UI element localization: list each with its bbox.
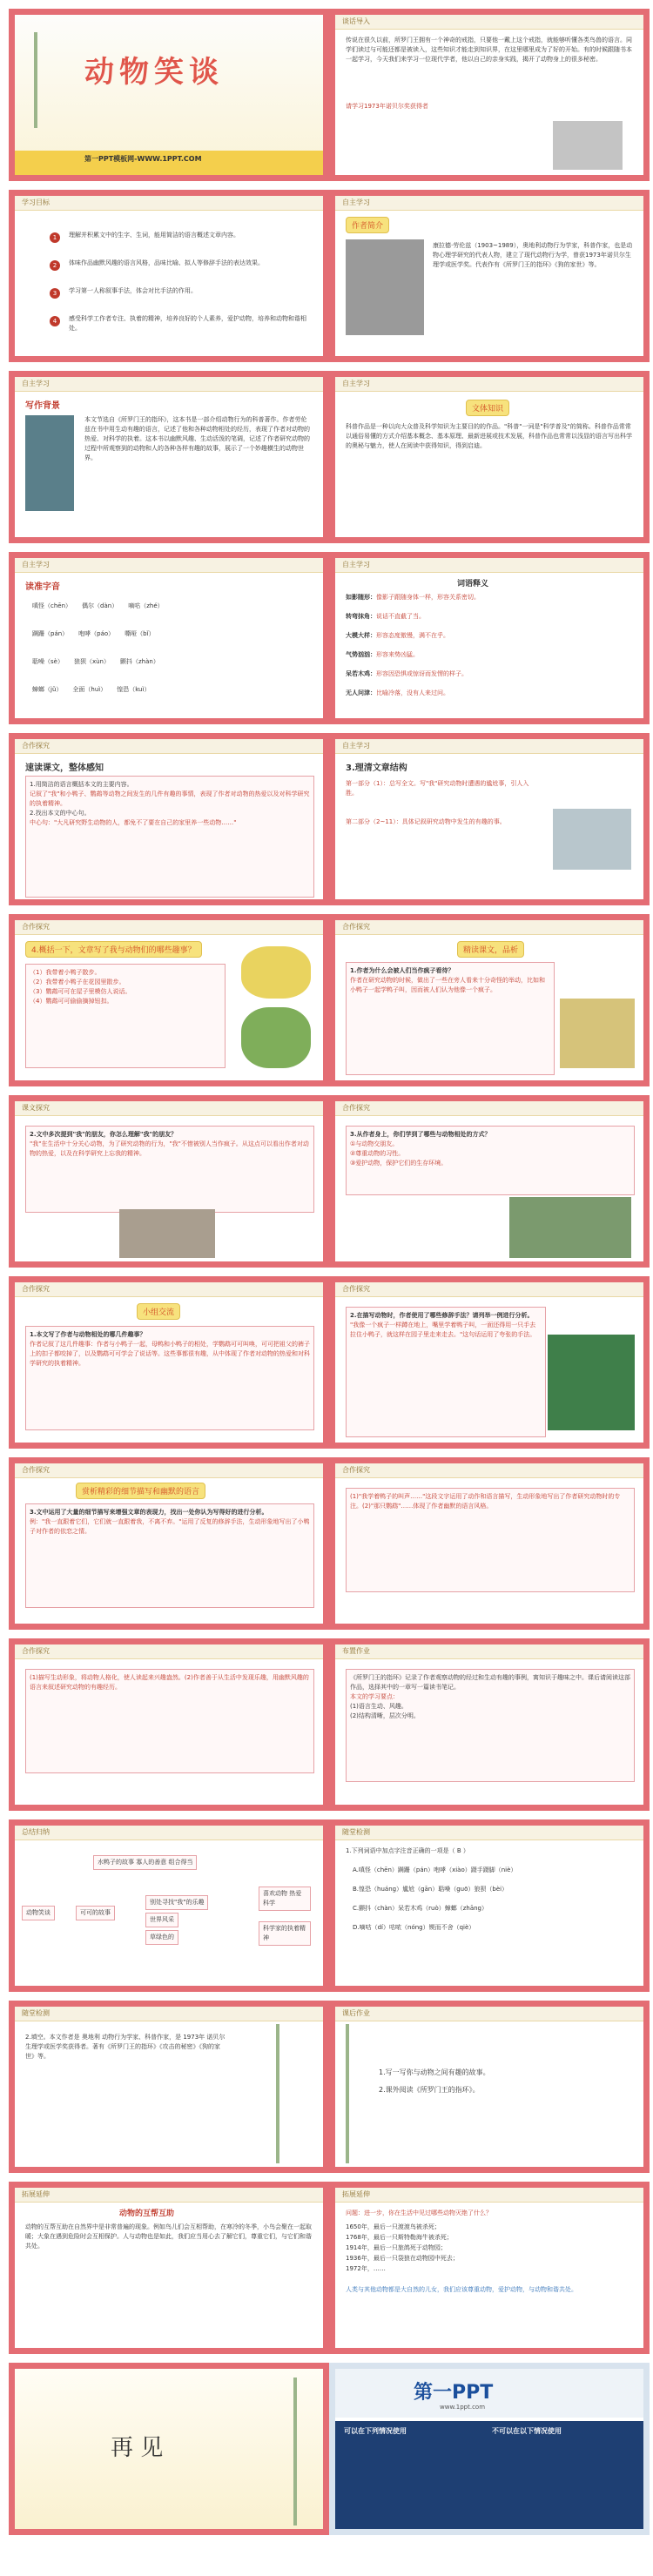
slide-header: 拓展延伸 [15, 2188, 323, 2203]
pron-word: 蹒跚（pán） [32, 630, 69, 637]
extinction-line: 1936年，最后一只袋狼在动物园中死去； [346, 2255, 459, 2262]
story-item: （1）我带着小鸭子散步。 [30, 969, 101, 976]
vocab-term: 呆若木鸡： [346, 670, 376, 677]
slide-header: 总结归纳 [15, 1826, 323, 1840]
slide-analysis[interactable] [329, 914, 650, 1086]
vocab-def: 比喻冷落，没有人来过问。 [376, 689, 449, 696]
section-title: 读准字音 [25, 582, 60, 592]
quiz-question: 1.下列词语中加点字注音正确的一项是（ B ） [346, 1847, 469, 1854]
pron-word: 咆哮（páo） [78, 630, 115, 637]
goodbye-text: 再 见 [111, 2435, 164, 2461]
ad-col1: 可以在下列情况使用 [344, 2427, 407, 2435]
lesson-item: ③爱护动物，保护它们的生存环境。 [350, 1160, 448, 1167]
lesson-item: ②尊重动物的习性。 [350, 1150, 405, 1157]
genre-text: 科普作品是一种以向大众普及科学知识为主要目的的作品。"科普"一词是"科学普及"的简称。科普作品常常以通俗易懂的方式介绍基本概念、基本原理、最新进展或技术发展，科普作品也常常以浅显的语言写出科学的奥秘与魅力，使人在阅读中获得知识，得到启迪。 [346, 423, 632, 449]
parrots-image [548, 1335, 635, 1430]
slide-header: 合作探究 [15, 1282, 323, 1297]
slide-header: 自主学习 [15, 377, 323, 392]
slide-header: 课后作业 [335, 2007, 643, 2021]
pron-row [32, 602, 311, 611]
slide-friend[interactable] [9, 1095, 329, 1268]
vocab-def: 形容来势凶猛。 [376, 651, 419, 658]
section-tag: 4.概括一下，文章写了我与动物们的哪些趣事？ [25, 941, 202, 958]
question-text: 1.作者为什么会被人们当作疯子看待？ [350, 967, 454, 974]
answer-text: 作者在研究动物的时候，做出了一些在旁人看来十分奇怪的举动，比如和小鸭子一起学鸭子叫，因而被人们认为他像一个疯子。 [350, 977, 545, 993]
story-item: （4）鹦鹉可可偷偷摘掉钮扣。 [30, 998, 113, 1005]
slide-genre[interactable] [329, 371, 650, 543]
slide-header: 自主学习 [335, 558, 643, 573]
bamboo-icon [346, 2024, 349, 2163]
pron-row [32, 657, 311, 667]
slide-overview[interactable] [9, 733, 329, 905]
lessons-box [346, 1126, 635, 1195]
extinction-line: 1914年，最后一只旅鸽死于动物园； [346, 2244, 447, 2251]
slide-intro[interactable] [329, 9, 650, 181]
slide-header: 合作探究 [335, 1463, 643, 1478]
objective-item: 学习第一人称叙事手法，体会对比手法的作用。 [69, 287, 197, 294]
extinction-line: 1972年，…… [346, 2265, 386, 2272]
slide-details[interactable] [9, 1457, 329, 1630]
mindmap-result: 喜欢动物 热爱科学 [259, 1887, 311, 1911]
language-box: (1)描写生动形象，将动物人格化，使人读起来兴趣盎然。(2)作者善于从生活中发现乐趣，用幽默风趣的语言来叙述研究动物的有趣经历。 [25, 1669, 314, 1773]
slide-title[interactable] [9, 9, 329, 181]
slide-extension[interactable] [9, 2182, 329, 2354]
question-text: 2.在描写动物时，作者使用了哪些修辞手法？请列举一例进行分析。 [350, 1312, 534, 1319]
quiz-option[interactable]: A.嗔怪（chēn）蹒跚（pán）咆哮（xiào）蹑手蹑脚（niè） [353, 1866, 517, 1873]
story-item: （3）鹦鹉可可在屋子里模仿人说话。 [30, 988, 131, 995]
intro-text: 传说在很久以前，所罗门王拥有一个神奇的戒指，只要他一戴上这个戒指，就能够听懂各类鸟兽的语言。同学们读过与可能还都是被读入，这些知识才能走到知识界，在这里哪里成为了好的开始。有的时候跟随书本一起学习，今天我们来学习一位现代学者，他以自己的亲身实践，揭开了动物身上的很多秘密。 [346, 37, 632, 63]
slide-details-2[interactable] [329, 1457, 650, 1630]
slide-header: 自主学习 [335, 377, 643, 392]
number-icon: 4 [50, 316, 60, 326]
slide-header: 自主学习 [335, 739, 643, 754]
slide-stories[interactable] [9, 914, 329, 1086]
quiz-option[interactable]: D.嘀咕（dí）咕哝（nóng）锲而不舍（qiè） [353, 1924, 475, 1931]
ad-col2: 不可以在以下情况使用 [492, 2427, 562, 2435]
slide-homework[interactable] [329, 1638, 650, 1811]
pron-word: 嘶哑（bǐ） [125, 630, 155, 637]
number-icon: 2 [50, 260, 60, 271]
mindmap-node: 别处寻找"我"的乐趣 [145, 1895, 208, 1910]
goodbye-background [15, 2369, 323, 2529]
slide-header: 合作探究 [15, 739, 323, 754]
slide-quiz-2[interactable] [9, 2001, 329, 2173]
section-title: 写作背景 [25, 401, 60, 411]
section-tag: 精读课文，品析 [457, 941, 524, 958]
homework-subtitle: 本文的学习要点： [350, 1693, 399, 1700]
objective-item: 理解并积累文中的生字、生词，能用简洁的语言概述文章内容。 [69, 232, 239, 239]
book-cover [25, 415, 74, 511]
vocab-def: 形容因恐惧或惊讶而发愣的样子。 [376, 670, 468, 677]
ducks-image [560, 999, 635, 1068]
section-tag: 文体知识 [466, 400, 509, 416]
pron-word: 全面（huì） [72, 686, 107, 693]
assignment-item: 2.课外阅读《所罗门王的指环》。 [379, 2086, 480, 2094]
overview-box [25, 776, 314, 898]
answer-text: "我像一个疯子一样蹲在地上，嘴里学着鸭子叫，一面还得用一只手去拉住小鸭子，就这样在园子里走来走去。"这句话运用了夸张的手法。 [350, 1322, 536, 1338]
structure-part: 第一部分（1）：总写全文。写"我"研究动物时遭遇的尴尬事，引人入胜。 [346, 780, 529, 797]
slide-background[interactable] [9, 371, 329, 543]
pron-word: 颤抖（zhàn） [119, 658, 159, 665]
vocab-term: 气势汹汹： [346, 651, 376, 658]
number-icon: 3 [50, 288, 60, 299]
vocab-term: 转弯抹角： [346, 613, 376, 620]
quiz-option[interactable]: C.颤抖（chàn）呆若木鸡（ruò）蟑螂（zhāng） [353, 1905, 488, 1912]
slide-structure[interactable] [329, 733, 650, 905]
answer-text: 记叙了"我"和小鸭子、鹦鹉等动物之间发生的几件有趣的事情，表现了作者对动物的热爱以及对科学研究的执着精神。 [30, 790, 310, 807]
vocab-item [346, 593, 480, 602]
homework-item: (1)语言生动、风趣。 [350, 1703, 407, 1710]
details-box [25, 1503, 314, 1608]
ad-tagline: www.1ppt.com [440, 2404, 486, 2411]
homework-box [346, 1669, 635, 1782]
pron-word: 嘀咕（zhé） [128, 602, 164, 609]
vocab-def: 说话不直截了当。 [376, 613, 425, 620]
slide-header: 随堂检测 [335, 1826, 643, 1840]
section-tag: 小组交流 [137, 1303, 180, 1320]
mindmap-node: 世界风采 [145, 1913, 178, 1927]
author-text: 康拉德·劳伦兹（1903~1989），奥地利动物行为学家，科普作家，也是动物心理学研究的代表人物，建立了现代动物行为学，曾获1973年诺贝尔生理学或医学奖。代表作有《所罗门王的指环》《狗的家世》等。 [433, 242, 633, 268]
parrot-image [241, 1007, 311, 1068]
mindmap-node: 水鸭子的故事 寡人的善意 组合得当 [93, 1855, 197, 1870]
dog-image [119, 1209, 215, 1258]
quiz-text: 2.填空。本文作者是 奥地利 动物行为学家、科普作家，是 1973年 诺贝尔生理学或医学奖获得者。著有《所罗门王的指环》《攻击的秘密》《狗的家世》等。 [25, 2034, 226, 2060]
slide-header: 合作探究 [15, 1644, 323, 1659]
mindmap-root: 动物笑谈 [22, 1906, 55, 1920]
objective-item: 感受科学工作者专注、执着的精神，培养良好的个人素养，爱护动物，培养和动物和谐相处。 [69, 315, 306, 332]
slide-ad[interactable] [329, 2363, 650, 2535]
question-text: 2.文中多次提到"我"的朋友，你怎么理解"我"的朋友？ [30, 1131, 178, 1138]
section-title: 速读课文，整体感知 [25, 763, 104, 773]
question-text: 3.从作者身上，你们学到了哪些与动物相处的方式？ [350, 1131, 491, 1138]
extension-title: 动物的互帮互助 [119, 2209, 175, 2218]
question-text: 1.本文写了作者与动物相处的哪几件趣事？ [30, 1331, 146, 1338]
answer-text: "我"在生活中十分关心动物，为了研究动物的行为，"我"不惜被别人当作疯子。从这点可以看出作者对动物的热爱，以及在科学研究上忘我的精神。 [30, 1140, 309, 1157]
bamboo-icon [276, 2024, 279, 2163]
quiz-option[interactable]: B.惶恐（huáng）尴尬（gān）聒噪（guō）狼狈（bèi） [353, 1886, 508, 1893]
homework-item: (2)结构清晰，层次分明。 [350, 1712, 420, 1719]
slide-header: 拓展延伸 [335, 2188, 643, 2203]
pron-word: 偶尔（dàn） [82, 602, 118, 609]
ad-logo: 第一PPT [414, 2382, 494, 2404]
extinction-end: 人类与其他动物都是大自然的儿女，我们应该尊重动物，爱护动物，与动物和谐共处。 [346, 2286, 577, 2293]
vocab-item [346, 669, 468, 679]
vocab-term: 如影随形： [346, 594, 376, 601]
slide-header: 合作探究 [335, 1282, 643, 1297]
slide-header: 合作探究 [335, 920, 643, 935]
analysis-box [346, 962, 555, 1075]
vocab-term: 无人问津： [346, 689, 376, 696]
section-tag: 作者简介 [346, 217, 389, 233]
slide-header: 学习目标 [15, 196, 323, 211]
author-photo [553, 121, 623, 170]
slide-header: 课文探究 [15, 1101, 323, 1116]
slide-rhetoric[interactable] [329, 1276, 650, 1449]
slide-title-text: 动物笑谈 [84, 55, 224, 90]
homework-text: 《所罗门王的指环》记录了作者观察动物的经过和生动有趣的事例，寓知识于趣味之中。课后请阅读这部作品，选择其中的一章写一篇读书笔记。 [350, 1674, 630, 1691]
vocab-def: 形容态度傲慢，满不在乎。 [376, 632, 449, 639]
duckling-image [241, 946, 311, 999]
slide-header: 自主学习 [15, 558, 323, 573]
slide-vocab[interactable] [329, 552, 650, 724]
group-box [25, 1326, 314, 1430]
pron-row [32, 685, 311, 695]
story-box [25, 964, 226, 1068]
slide-extinction[interactable] [329, 2182, 650, 2354]
extinction-intro: 问题：进一步，你在生活中见过哪些动物灭绝了什么？ [346, 2209, 492, 2216]
section-title: 3.理清文章结构 [346, 763, 407, 773]
author-photo [346, 239, 424, 335]
slide-language[interactable] [9, 1638, 329, 1811]
slide-header: 合作探究 [335, 1101, 643, 1116]
slide-goodbye[interactable] [9, 2363, 329, 2535]
vocab-item [346, 631, 449, 641]
lesson-item: ①与动物交朋友。 [350, 1140, 399, 1147]
mindmap-result: 科学家的执着精神 [259, 1921, 311, 1946]
scene-image [509, 1197, 631, 1258]
answer-text: 作者记叙了这几件趣事：作者与小鸭子一起，母鸭和小鸭子的相处，学鹦鹉可可叫唤，可可把祖父的裤子上的扣子都咬掉了，以及鹦鹉可可学会了说话等。这些事都很有趣，从中体现了作者对动物的热爱和对科学研究的执着精神。 [30, 1341, 310, 1367]
structure-part: 第二部分（2~11）：具体记叙研究动物中发生的有趣的事。 [346, 818, 506, 825]
question-text: 2.找出本文的中心句。 [30, 810, 91, 817]
extinction-line: 1768年，最后一只斯特勒海牛被杀死； [346, 2234, 453, 2241]
slide-assignment[interactable] [329, 2001, 650, 2173]
number-icon: 1 [50, 232, 60, 243]
mindmap-node: 草绿色的 [145, 1930, 178, 1945]
footer-text: 第一PPT模板网-WWW.1PPT.COM [84, 155, 202, 163]
pron-word: 聒噪（sè） [32, 658, 64, 665]
pron-row [32, 629, 311, 639]
story-item: （2）我带着小鸭子在花园里散步。 [30, 979, 125, 985]
slide-header: 合作探究 [15, 920, 323, 935]
slide-header: 自主学习 [335, 196, 643, 211]
vocab-item [346, 689, 449, 698]
vocab-item [346, 650, 419, 660]
assignment-item: 1.写一写你与动物之间有趣的故事。 [379, 2068, 490, 2076]
pron-word: 嗔怪（chēn） [32, 602, 72, 609]
vocab-title: 词语释义 [457, 580, 489, 589]
bird-image [553, 809, 631, 870]
mindmap-node: 可可的故事 [76, 1906, 115, 1920]
pron-word: 惶恐（kuì） [117, 686, 151, 693]
vocab-item [346, 612, 425, 622]
rhetoric-box [346, 1307, 546, 1437]
friend-box [25, 1126, 314, 1213]
slide-pronunciation[interactable] [9, 552, 329, 724]
vocab-def: 像影子跟随身体一样，形容关系密切。 [376, 594, 480, 601]
slide-header: 合作探究 [15, 1463, 323, 1478]
slide-quiz-1[interactable] [329, 1819, 650, 1992]
answer-text: 中心句："大凡研究野生动物的人，都免不了要在自己的家里养一些动物……" [30, 819, 237, 826]
vocab-term: 大模大样： [346, 632, 376, 639]
slide-objectives[interactable] [9, 190, 329, 362]
slide-header: 随堂检测 [15, 2007, 323, 2021]
slide-group[interactable] [9, 1276, 329, 1449]
details-box: (1)"我学着鸭子的叫声……"这段文字运用了动作和语言描写，生动形象地写出了作者研究动物时的专注。(2)"那只鹦鹉"……体现了作者幽默的语言风格。 [346, 1488, 635, 1592]
slide-header: 布置作业 [335, 1644, 643, 1659]
intro-link[interactable]: 请学习1973年诺贝尔奖获得者 [346, 103, 428, 110]
slide-summary[interactable] [9, 1819, 329, 1992]
answer-text: 例："我一直跟着它们，它们就一直跟着我，不离不弃。"运用了反复的修辞手法，生动形象地写出了小鸭子对作者的依恋之情。 [30, 1518, 310, 1535]
extinction-line: 1650年，最后一只渡渡鸟被杀死； [346, 2223, 441, 2230]
pron-word: 狼狈（xùn） [73, 658, 110, 665]
objective-item: 体味作品幽默风趣的语言风格，品味比喻、拟人等修辞手法的表达效果。 [69, 259, 264, 266]
bamboo-icon [34, 32, 37, 128]
question-text: 3.文中运用了大量的细节描写来增强文章的表现力，找出一处你认为写得好的进行分析。 [30, 1509, 268, 1516]
pron-word: 蟑螂（jǔ） [32, 686, 63, 693]
extension-text: 动物的互帮互助在自然界中是非常普遍的现象。例如鸟儿们会互相帮助，在寒冷的冬季，小鸟会聚在一起取暖；大象在遇到危险时会互相保护。人与动物也是如此，我们应当用心去了解它们，尊重它们，与它们和谐共处。 [25, 2223, 312, 2250]
section-tag: 赏析精彩的细节描写和幽默的语言 [76, 1483, 205, 1499]
slide-author[interactable] [329, 190, 650, 362]
ad-body [335, 2421, 643, 2529]
slide-lessons[interactable] [329, 1095, 650, 1268]
background-text: 本文节选自《所罗门王的指环》，这本书是一部介绍动物行为的科普著作。作者劳伦兹在书中用生动有趣的语言，记述了他和各种动物相处的经历，表现了作者对动物的热爱、对科学的执着。这本书以幽默风趣、生动活泼的笔调，记述了作者研究动物的过程中所观察到的动物和人的各种各样有趣的故事，展示了一个妙趣横生的动物世界。 [84, 416, 310, 461]
question-text: 1.用简洁的语言概括本文的主要内容。 [30, 781, 133, 788]
bamboo-icon [293, 2378, 297, 2526]
slide-header: 谈话导入 [335, 15, 643, 30]
